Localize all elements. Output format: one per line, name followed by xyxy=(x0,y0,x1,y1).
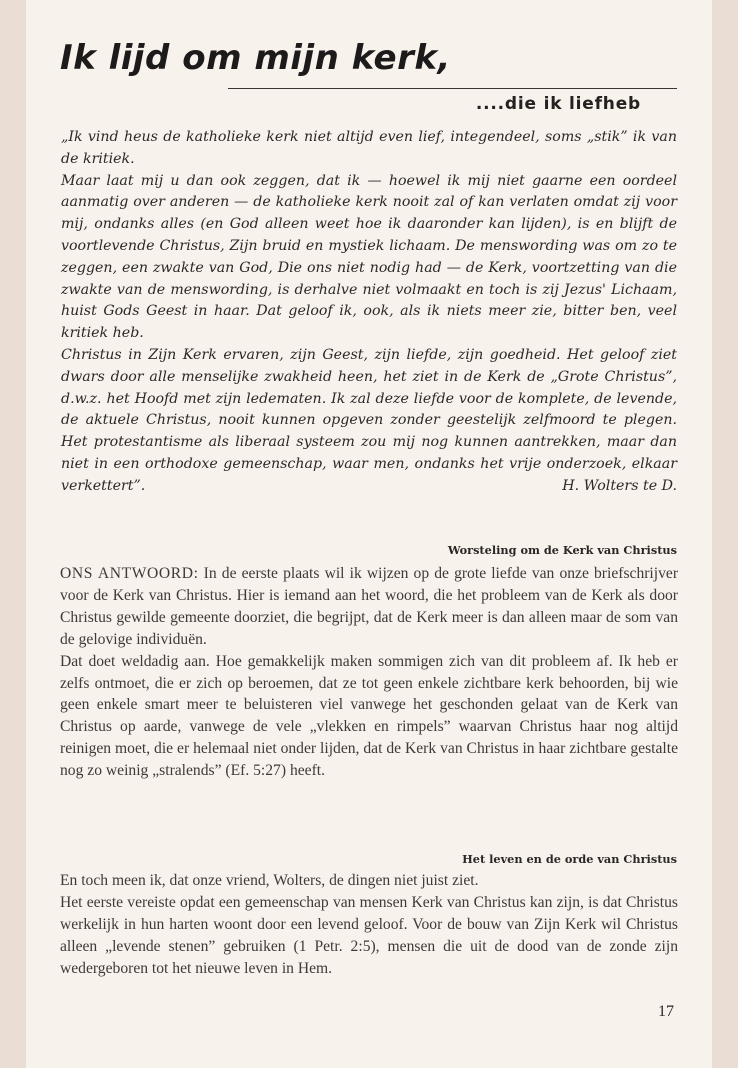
section-heading: Het leven en de orde van Christus xyxy=(462,852,677,866)
answer-section-1 xyxy=(60,563,678,782)
answer-paragraph xyxy=(60,563,678,651)
title-underline xyxy=(228,88,677,89)
letter-paragraph: „Ik vind heus de katholieke kerk niet altijd even lief, integendeel, soms „stik” ik van de kritiek. xyxy=(61,129,677,167)
page xyxy=(26,0,712,1068)
answer-lead: ONS ANTWOORD: xyxy=(60,565,199,582)
letter-paragraph: Maar laat mij u dan ook zeggen, dat ik — hoewel ik mij niet gaarne een oordeel aanmatig over anderen — de katholieke kerk nooit zal of kan verlaten omdat zij voor mij, ondanks alles (en God alleen weet hoe ik daaronder kan lijden), is en blijft de voortlevende Christus, Zijn bruid en mystiek lichaam. De menswording was om zo te zeggen, een zwakte van God, Die ons niet nodig had — de Kerk, voortzetting van die zwakte van de menswording, is derhalve niet volmaakt en toch is zij Jezus' Lichaam, huist Gods Geest in haar. Dat geloof ik, ook, als ik niets meer zie, bitter ben, veel kritiek heb. xyxy=(61,172,677,342)
answer-paragraph: Het eerste vereiste opdat een gemeenschap van mensen Kerk van Christus kan zijn, is dat Christus werkelijk in hun harten woont door een levend geloof. Voor de bouw van Zijn Kerk wil Christus alleen „levende stenen” gebruiken (1 Petr. 2:5), mensen die uit de dood van de zonde zijn wedergeboren tot het nieuwe leven in Hem. xyxy=(60,893,678,977)
letter-paragraph xyxy=(61,345,677,498)
letter-signature: H. Wolters te D. xyxy=(562,477,677,494)
reader-letter xyxy=(61,127,677,498)
article-subtitle: ....die ik liefheb xyxy=(475,94,641,114)
letter-paragraph-text: Christus in Zijn Kerk ervaren, zijn Geest, zijn liefde, zijn goedheid. Het geloof ziet dwars door alle menselijke zwakheid heen, het ziet in de Kerk de „Grote Christus”, d.w.z. het Hoofd met zijn ledematen. Ik zal deze liefde voor de komplete, de levende, de aktuele Christus, nooit kunnen opgeven zonder geestelijk zelfmoord te plegen. Het protestantisme als liberaal systeem zou mij nog kunnen aantrekken, maar dan niet in een orthodoxe gemeenschap, waar men, ondanks het vrije onderzoek, elkaar verkettert”. xyxy=(61,346,677,494)
answer-paragraph: En toch meen ik, dat onze vriend, Wolters, de dingen niet juist ziet. xyxy=(60,872,479,889)
answer-paragraph-text: In de eerste plaats wil ik wijzen op de grote liefde van onze briefschrijver voor de Kerk van Christus. Hier is iemand aan het woord, die het probleem van de Kerk als door Christus gewilde gemeente doorziet, die begrijpt, dat de Kerk meer is dan alleen maar de som van de gelovige individuën. xyxy=(60,565,679,648)
page-number: 17 xyxy=(658,1003,674,1020)
answer-paragraph: Dat doet weldadig aan. Hoe gemakkelijk maken sommigen zich van dit probleem af. Ik heb er zelfs ontmoet, die er zich op beroemen, dat ze tot geen enkele zichtbare kerk behoorden, bij wie geen enkele smart meer te beluisteren viel vanwege het geschonden gelaat van de Kerk van Christus op aarde, vanwege de vele „vlekken en rimpels” waarvan Christus haar nog altijd reinigen moet, die er helemaal niet onder lijden, dat de Kerk van Christus in haar zichtbare gestalte nog zo weinig „stralends” (Ef. 5:27) heeft. xyxy=(60,652,678,780)
section-heading: Worsteling om de Kerk van Christus xyxy=(447,543,677,557)
answer-section-2 xyxy=(60,870,678,980)
article-title: Ik lijd om mijn kerk, xyxy=(60,38,451,78)
